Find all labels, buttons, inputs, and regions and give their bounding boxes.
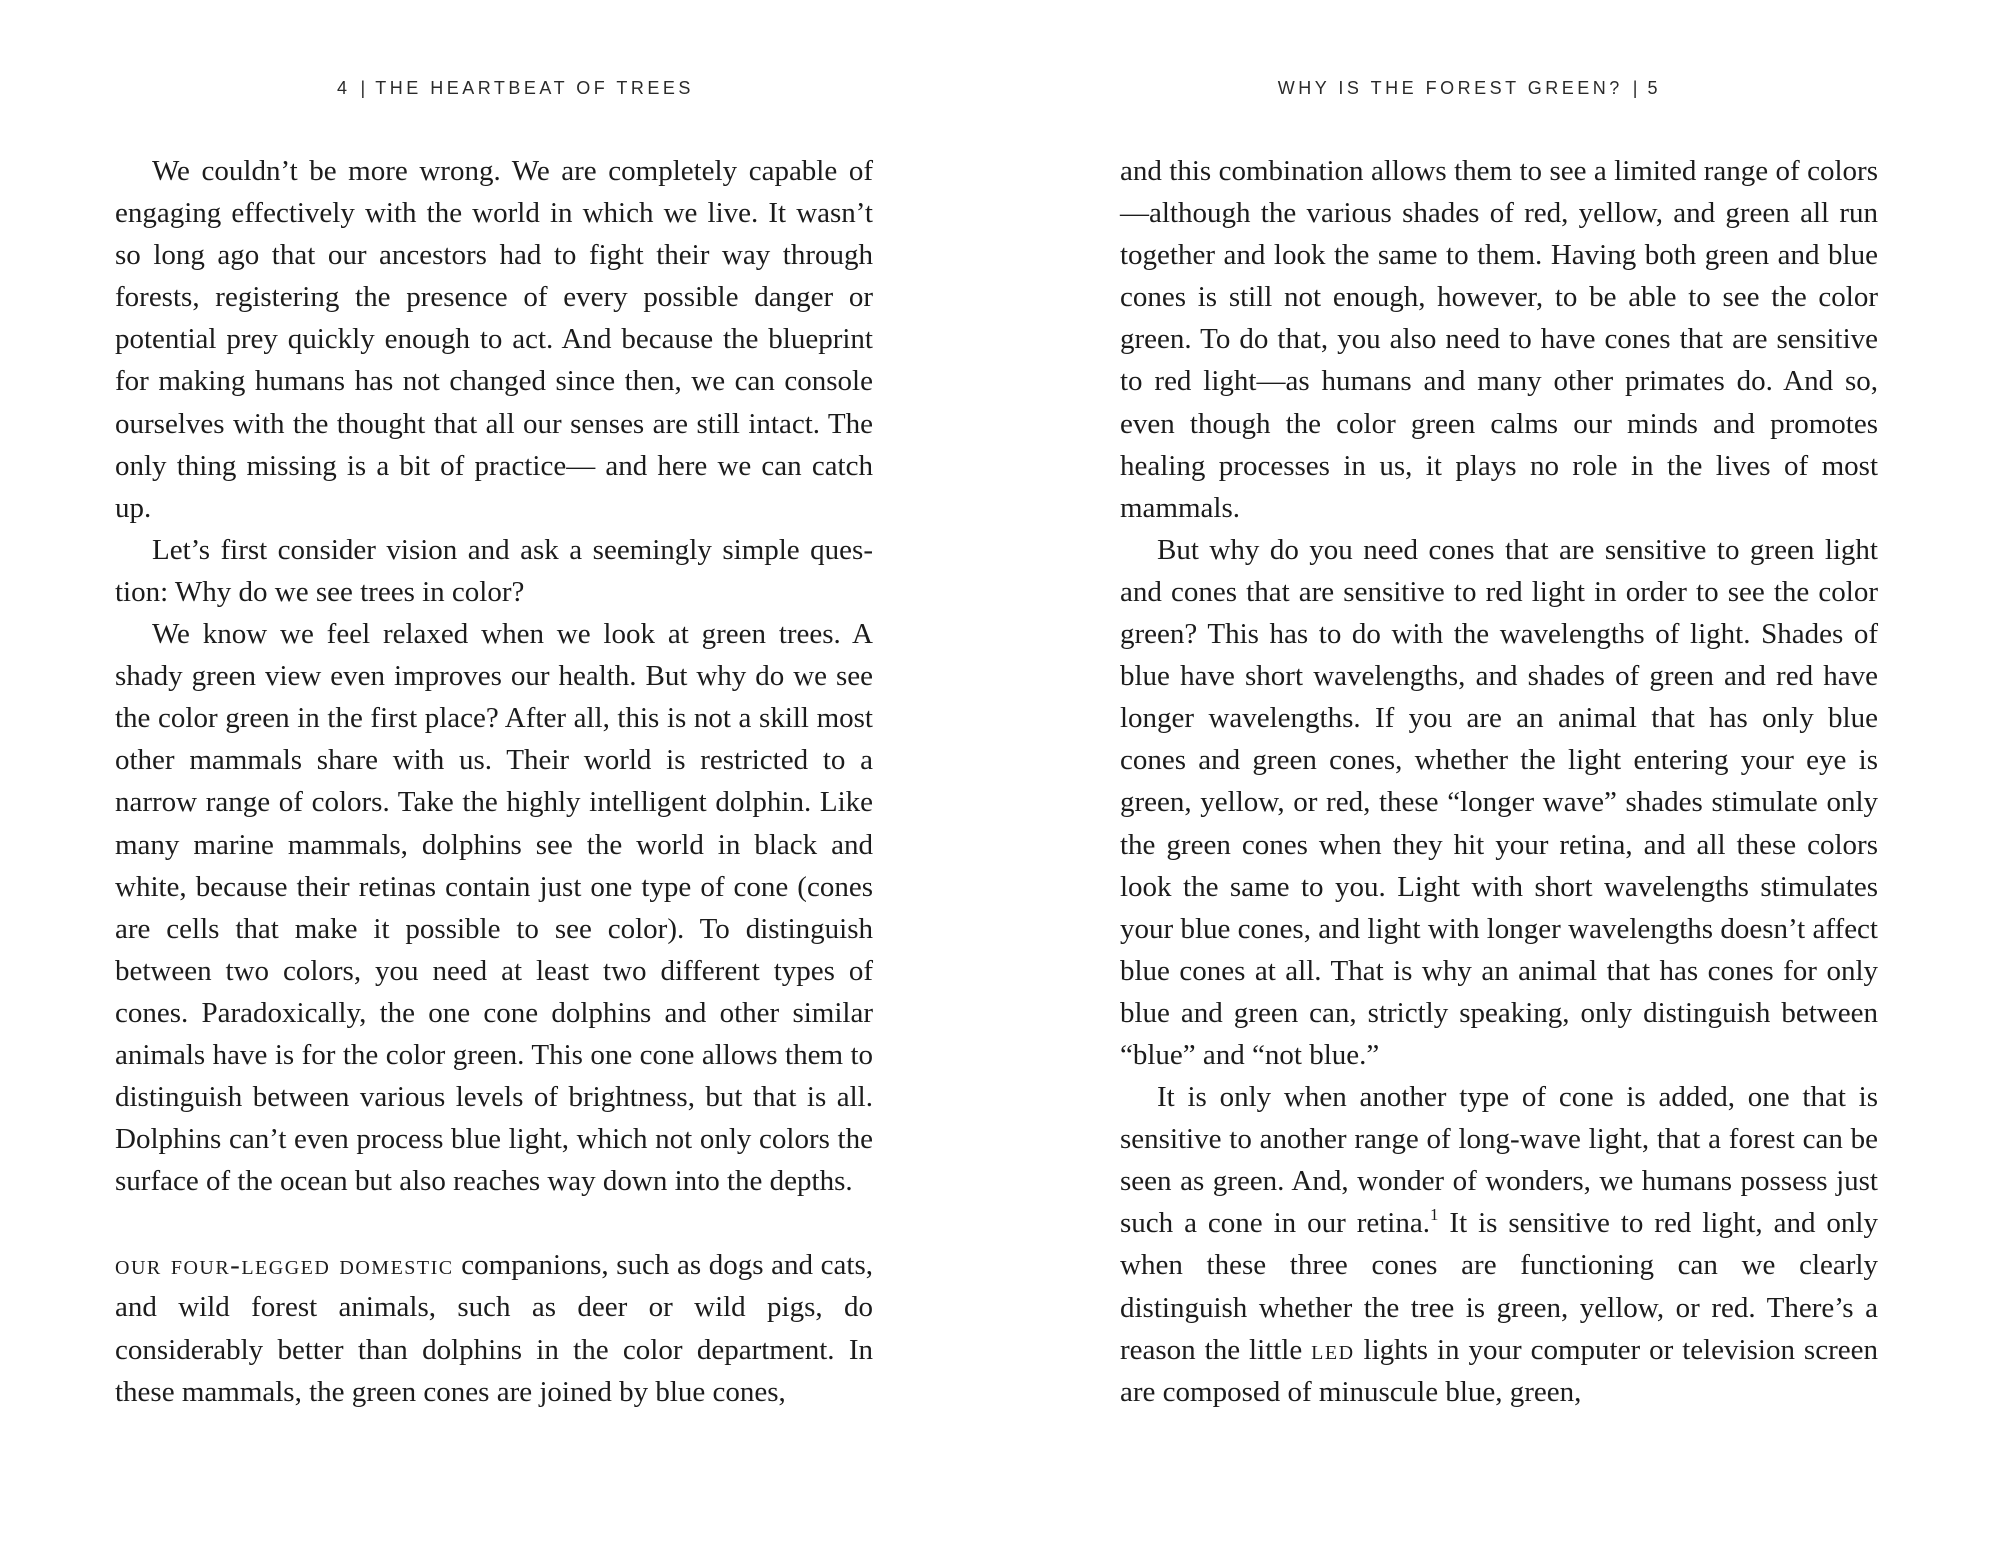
head-separator: | [360,78,366,98]
right-running-head [1278,78,1661,99]
paragraph: We couldn’t be more wrong. We are completely capable of engaging effectively with the world in which we live. It wasn’t so long ago that our ancestors had to fight their way through forests, registering the presence of every possible danger or potential prey quickly enough to act. And because the blueprint for making humans has not changed since then, we can console ourselves with the thought that all our senses are still intact. The only thing missing is a bit of practice— and here we can catch up. [115,155,873,524]
right-body-text [1120,150,1878,1413]
paragraph-text: lights in your computer or television screen are composed of minuscule blue, green, [1120,1333,1878,1408]
section-text: companions, such as dogs and cats, and wild forest animals, such as deer or wild pigs, do considerably better than dolphins in the color department. In these mammals, the green cones are joined by blue cones, [115,1249,873,1408]
left-running-head [337,78,694,99]
paragraph [1120,1076,1878,1413]
right-page-number: 5 [1647,78,1661,98]
section-opening-paragraph [115,1244,873,1412]
continued-paragraph: and this combination allows them to see a limited range of colors—although the various shades of red, yellow, and green all run together and look the same to them. Having both green and blue cones is still not enough, however, to be able to see the color green. To do that, you also need to have cones that are sensitive to red light—as humans and many other primates do. And so, even though the color green calms our minds and promotes healing processes in us, it plays no role in the lives of most mammals. [1120,155,1878,524]
head-separator: | [1632,78,1638,98]
paragraph: We know we feel relaxed when we look at green trees. A shady green view even improves our health. But why do we see the color green in the first place? After all, this is not a skill most other mammals share with us. Their world is restricted to a narrow range of colors. Take the highly intelligent dolphin. Like many marine mammals, dolphins see the world in black and white, because their retinas contain just one type of cone (cones are cells that make it possible to see color). To distinguish between two colors, you need at least two different types of cones. Paradoxically, the one cone dolphins and other similar animals have is for the color green. This one cone allows them to distinguish between various levels of brightness, but that is all. Dolphins can’t even process blue light, which not only colors the surface of the ocean but also reaches way down into the depths. [115,618,873,1198]
paragraph: Let’s first consider vision and ask a seemingly simple question: Why do we see trees in color? [115,533,873,608]
right-page [999,0,1998,1548]
left-book-title: THE HEARTBEAT OF TREES [375,78,694,98]
led-abbreviation: led [1311,1333,1355,1366]
footnote-reference[interactable]: 1 [1429,1205,1439,1225]
paragraph-text: It is only when another type of cone is added, one that is sensitive to another range of long-wave light, that a forest can be seen as green. And, wonder of wonders, we humans possess just such a cone in our retina. [1120,1081,1878,1240]
left-page-number: 4 [337,78,351,98]
section-lead-in: our four-legged domestic [115,1249,454,1282]
left-body-text [115,150,873,1413]
paragraph-text: It is sensitive to red light, and only when these three cones are functioning can we clearly distinguish whether the tree is green, yellow, or red. There’s a reason the little [1120,1207,1878,1366]
paragraph: But why do you need cones that are sensitive to green light and cones that are sensitive to red light in order to see the color green? This has to do with the wavelengths of light. Shades of blue have short wavelengths, and shades of green and red have longer wavelengths. If you are an animal that has only blue cones and green cones, whether the light entering your eye is green, yellow, or red, these “longer wave” shades stimulate only the green cones when they hit your retina, and all these colors look the same to you. Light with short wavelengths stimulates your blue cones, and light with longer wavelengths doesn’t affect blue cones at all. That is why an animal that has cones for only blue and green can, strictly speaking, only distinguish between “blue” and “not blue.” [1120,533,1878,1071]
chapter-title: WHY IS THE FOREST GREEN? [1277,78,1623,98]
